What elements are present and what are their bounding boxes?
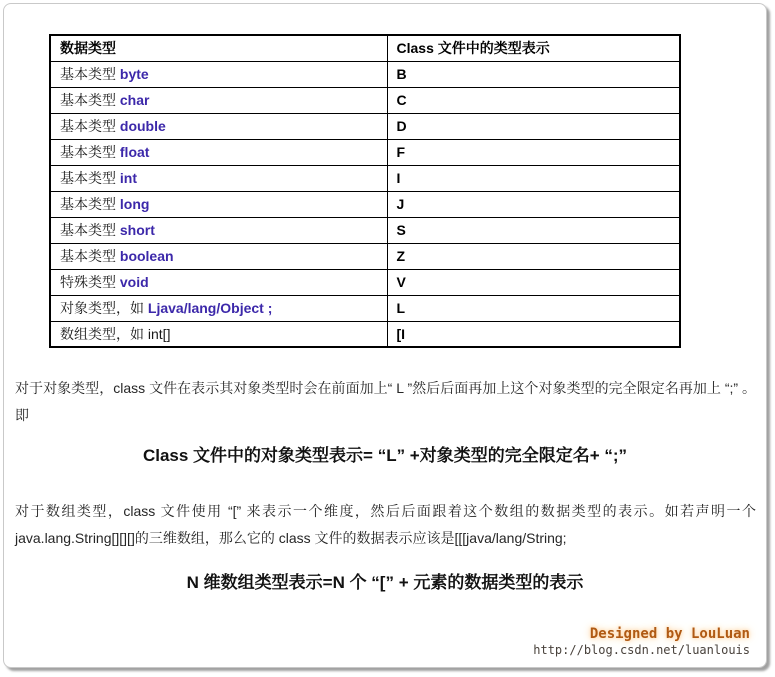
repr-cell: D [387, 113, 680, 139]
table-row [50, 165, 680, 191]
table-row [50, 139, 680, 165]
type-name: int [119, 170, 137, 186]
type-name: float [119, 144, 150, 160]
data-type-table [49, 34, 681, 348]
repr-cell: [I [387, 321, 680, 347]
repr-cell: J [387, 191, 680, 217]
repr-cell: C [387, 87, 680, 113]
repr-cell: Z [387, 243, 680, 269]
type-cell [50, 165, 387, 191]
type-prefix: 基本类型 [60, 248, 120, 264]
table-row [50, 243, 680, 269]
repr-cell: I [387, 165, 680, 191]
type-cell [50, 243, 387, 269]
column-header-data-type: 数据类型 [50, 35, 387, 61]
type-name: double [119, 118, 166, 134]
type-prefix: 对象类型，如 [60, 300, 148, 316]
type-name: boolean [119, 248, 174, 264]
repr-cell: F [387, 139, 680, 165]
table-row [50, 217, 680, 243]
blog-url-text: http://blog.csdn.net/luanlouis [533, 643, 750, 657]
document-page [3, 3, 767, 668]
type-name: Ljava/lang/Object ; [147, 300, 273, 316]
table-row [50, 269, 680, 295]
table-row [50, 87, 680, 113]
table-row [50, 113, 680, 139]
type-prefix: 基本类型 [60, 92, 120, 108]
repr-cell: B [387, 61, 680, 87]
type-cell [50, 61, 387, 87]
type-cell [50, 217, 387, 243]
type-cell [50, 113, 387, 139]
type-name: short [119, 222, 155, 238]
type-cell [50, 295, 387, 321]
repr-cell: L [387, 295, 680, 321]
designed-by-label: Designed by LouLuan [589, 626, 750, 642]
array-type-formula: N 维数组类型表示=N 个 “[” + 元素的数据类型的表示 [186, 573, 584, 592]
type-cell [50, 191, 387, 217]
type-cell [50, 321, 387, 347]
repr-cell: V [387, 269, 680, 295]
type-cell [50, 139, 387, 165]
repr-cell: S [387, 217, 680, 243]
type-name: void [119, 274, 149, 290]
type-name: long [119, 196, 150, 212]
table-row [50, 61, 680, 87]
table-row [50, 191, 680, 217]
type-prefix: 数组类型，如 int[] [60, 325, 171, 342]
type-prefix: 基本类型 [60, 170, 120, 186]
type-prefix: 基本类型 [60, 66, 120, 82]
type-prefix: 基本类型 [60, 144, 120, 160]
type-prefix: 基本类型 [60, 118, 120, 134]
column-header-class-repr: Class 文件中的类型表示 [387, 35, 680, 61]
table-row [50, 295, 680, 321]
type-cell [50, 269, 387, 295]
type-name: byte [119, 66, 149, 82]
object-type-formula: Class 文件中的对象类型表示= “L” +对象类型的完全限定名+ “;” [142, 446, 628, 465]
type-cell [50, 87, 387, 113]
table-row [50, 321, 680, 347]
table-header-row [50, 35, 680, 61]
array-type-paragraph: 对于数组类型，class 文件使用 “[” 来表示一个维度，然后后面跟着这个数组的数据类型的表示。如若声明一个 java.lang.String[][][]的三维数组，那么它的 class 文件的数据表示应该是[[[java/lang/String; [15, 503, 756, 546]
type-name: char [119, 92, 150, 108]
type-prefix: 特殊类型 [60, 274, 120, 290]
type-prefix: 基本类型 [60, 222, 120, 238]
watermark [533, 626, 750, 657]
object-type-paragraph: 对于对象类型，class 文件在表示其对象类型时会在前面加上“ L ”然后后面再加上这个对象类型的完全限定名再加上 “;” 。即 [15, 380, 756, 423]
type-prefix: 基本类型 [60, 196, 120, 212]
